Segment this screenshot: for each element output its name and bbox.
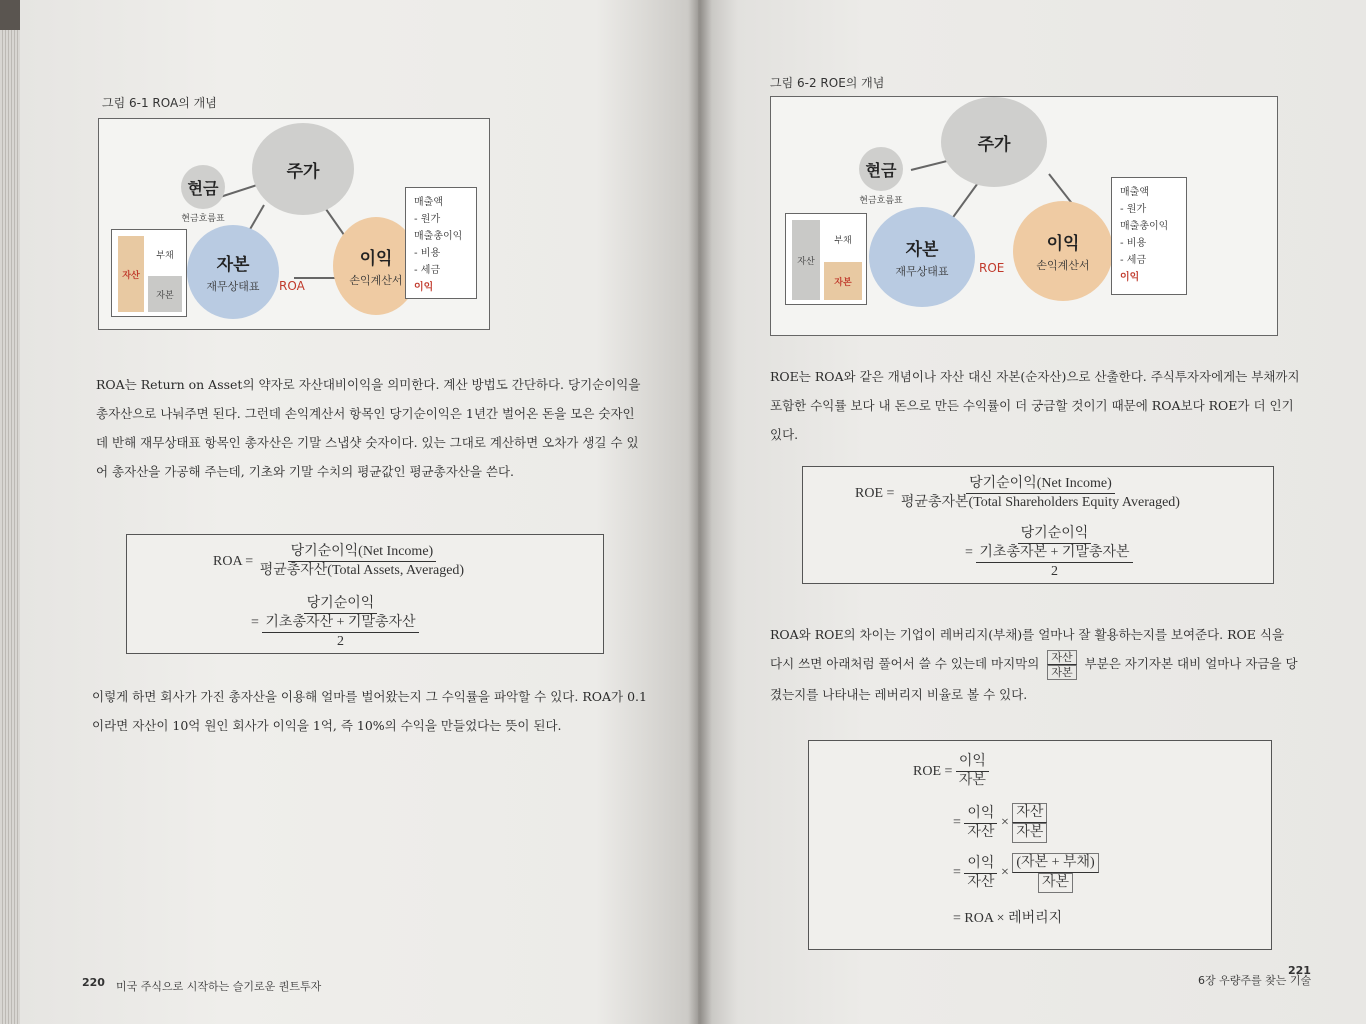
- is-item: 매출총이익: [414, 231, 463, 242]
- denominator: 자산: [967, 874, 995, 890]
- paragraph-text: 부분은 자기자본 대비 얼마나 자금을 당겼는지를 나타내는 레버리지 비율로 볼 수 있다.: [770, 656, 1298, 702]
- profit-subtitle: 손익계산서: [1036, 259, 1090, 272]
- roe-formula: [802, 466, 1274, 584]
- fraction: [1012, 803, 1047, 843]
- capital-label: 자본: [216, 255, 250, 275]
- roa-diagram: [98, 118, 490, 330]
- fraction: [956, 753, 989, 790]
- denominator: 자본: [1038, 873, 1073, 893]
- fraction: [262, 595, 418, 651]
- left-page: [20, 0, 698, 1024]
- inner-numerator: 기초총자본 + 기말총자본: [976, 544, 1132, 563]
- denominator: 평균총자산(Total Assets, Averaged): [259, 563, 465, 578]
- numerator: 당기순이익: [1018, 525, 1092, 544]
- chapter-footer: 6장 우량주를 찾는 기술: [1198, 974, 1312, 987]
- is-item: 매출액: [1120, 187, 1149, 198]
- inline-numerator: 자산: [1047, 650, 1076, 665]
- stock-label: 주가: [286, 161, 320, 182]
- cash-node: [181, 165, 225, 224]
- is-item: - 비용: [414, 248, 441, 259]
- equals: =: [953, 865, 961, 880]
- fraction: [964, 805, 997, 842]
- balance-sheet-box: [785, 213, 867, 305]
- formula-row: [913, 753, 989, 790]
- is-result: 이익: [1120, 272, 1140, 283]
- is-item: - 원가: [1120, 204, 1147, 215]
- formula-row: = ROA × 레버리지: [953, 911, 1063, 926]
- profit-label: 이익: [1046, 234, 1080, 254]
- equals: =: [953, 815, 961, 830]
- body-paragraph: ROE는 ROA와 같은 개념이나 자산 대신 자본(순자산)으로 산출한다. 주식투자자에게는 부채까지 포함한 수익률 보다 내 돈으로 만든 수익률이 더 궁금할 것이기 때문에 ROA보다 ROE가 더 인기 있다.: [770, 369, 1300, 442]
- times: ×: [1000, 815, 1009, 830]
- is-result: 이익: [414, 282, 434, 293]
- formula-row: [251, 595, 419, 651]
- is-item: - 세금: [1120, 255, 1147, 266]
- bs-asset: 자산: [792, 220, 820, 300]
- cash-node: [859, 147, 903, 206]
- figure-title: 그림 6-1 ROA의 개념: [102, 96, 217, 110]
- paragraph-text: ROA와 ROE의 차이는 기업이 레버리지(부채)를 얼마나 잘 활용하는지를 보여준다. ROE 식을 다시 쓰면 아래처럼 풀어서 쓸 수 있는데 마지막의: [770, 627, 1285, 671]
- formula-row: [953, 853, 1099, 893]
- ratio-label: ROA: [279, 279, 305, 293]
- stock-circle: [252, 123, 354, 215]
- capital-circle: [869, 207, 975, 307]
- denominator: 자본: [1012, 823, 1047, 843]
- is-item: - 세금: [414, 265, 441, 276]
- body-paragraph: ROA는 Return on Asset의 약자로 자산대비이익을 의미한다. 계산 방법도 간단하다. 당기순이익을 총자산으로 나눠주면 된다. 그런데 손익계산서 항목인 당기순이익은 1년간 벌어온 돈을 모은 숫자인데 반해 재무상태표 항목인 총자산은 기말 스냅샷 숫자이다. 있는 그대로 계산하면 오차가 생길 수 있어 총자산을 가공해 주는데, 기초와 기말 수치의 평균값인 평균총자산을 쓴다.: [96, 377, 641, 479]
- formula-row: [213, 543, 467, 580]
- formula-lhs: ROE =: [855, 485, 895, 501]
- denominator: 자산: [967, 824, 995, 840]
- balance-sheet-box: [111, 229, 187, 317]
- cash-subtitle: 현금흐름표: [181, 214, 225, 224]
- capital-subtitle: 재무상태표: [895, 265, 949, 278]
- book-title-footer: 미국 주식으로 시작하는 슬기로운 퀀트투자: [116, 980, 322, 993]
- formula-row: [965, 525, 1133, 581]
- denominator: 자본: [958, 773, 986, 788]
- profit-subtitle: 손익계산서: [349, 274, 403, 287]
- denominator: [976, 544, 1132, 581]
- is-item: 매출총이익: [1120, 221, 1169, 232]
- capital-subtitle: 재무상태표: [206, 280, 260, 293]
- formula-row: [855, 475, 1183, 512]
- is-item: 매출액: [414, 197, 443, 208]
- bs-asset: 자산: [118, 236, 144, 312]
- body-paragraph: 이렇게 하면 회사가 가진 총자산을 이용해 얼마를 벌어왔는지 그 수익률을 파악할 수 있다. ROA가 0.1이라면 자산이 10억 원인 회사가 이익을 1억, 즉 10%의 수익을 만들었다는 뜻이 된다.: [92, 689, 647, 733]
- denominator: 평균총자본(Total Shareholders Equity Averaged): [900, 495, 1180, 510]
- profit-circle: [1013, 201, 1113, 301]
- ratio-label: ROE: [979, 261, 1005, 275]
- income-statement-box: [405, 187, 477, 299]
- page-number: 221: [1288, 964, 1311, 977]
- formula-lhs: ROE =: [913, 763, 953, 779]
- profit-label: 이익: [359, 249, 393, 269]
- roa-formula: [126, 534, 604, 654]
- capital-label: 자본: [905, 240, 939, 260]
- is-item: - 원가: [414, 214, 441, 225]
- stock-label: 주가: [977, 134, 1011, 155]
- fraction: [898, 475, 1183, 512]
- inline-denominator: 자본: [1047, 665, 1076, 680]
- inner-denominator: 2: [336, 634, 344, 649]
- right-page: [698, 0, 1366, 1024]
- body-paragraph: [770, 620, 1300, 709]
- equals: =: [251, 615, 259, 630]
- stock-circle: [941, 97, 1047, 187]
- capital-circle: [187, 225, 279, 319]
- bs-debt: 부채: [824, 220, 862, 258]
- inline-fraction: [1047, 650, 1076, 680]
- cash-subtitle: 현금흐름표: [859, 196, 903, 206]
- fraction: [964, 855, 997, 892]
- page-number: 220: [82, 976, 105, 989]
- income-statement-box: [1111, 177, 1187, 295]
- numerator: 이익: [964, 805, 997, 824]
- times: ×: [1000, 865, 1009, 880]
- numerator: 이익: [964, 855, 997, 874]
- bs-debt: 부채: [148, 236, 182, 272]
- numerator: 당기순이익(Net Income): [288, 543, 437, 562]
- inner-fraction: [262, 614, 418, 651]
- numerator: 이익: [956, 753, 989, 772]
- denominator: [262, 614, 418, 651]
- cash-label: 현금: [181, 165, 225, 209]
- numerator: 당기순이익(Net Income): [966, 475, 1115, 494]
- fraction: [257, 543, 467, 580]
- inner-numerator: 기초총자산 + 기말총자산: [262, 614, 418, 633]
- is-item: - 비용: [1120, 238, 1147, 249]
- numerator: 당기순이익: [304, 595, 378, 614]
- numerator: (자본 + 부채): [1012, 853, 1098, 873]
- bs-equity: 자본: [824, 262, 862, 300]
- inner-fraction: [976, 544, 1132, 581]
- fraction: [1012, 853, 1098, 893]
- roe-diagram: [770, 96, 1278, 336]
- equals: =: [965, 545, 973, 560]
- formula-row: [953, 803, 1047, 843]
- inner-denominator: 2: [1050, 564, 1058, 579]
- leverage-formula: [808, 740, 1272, 950]
- book-gutter: [688, 0, 712, 1024]
- figure-title: 그림 6-2 ROE의 개념: [770, 76, 885, 90]
- cash-label: 현금: [859, 147, 903, 191]
- bs-equity: 자본: [148, 276, 182, 312]
- numerator: 자산: [1012, 803, 1047, 823]
- formula-lhs: ROA =: [213, 553, 254, 569]
- fraction: [976, 525, 1132, 581]
